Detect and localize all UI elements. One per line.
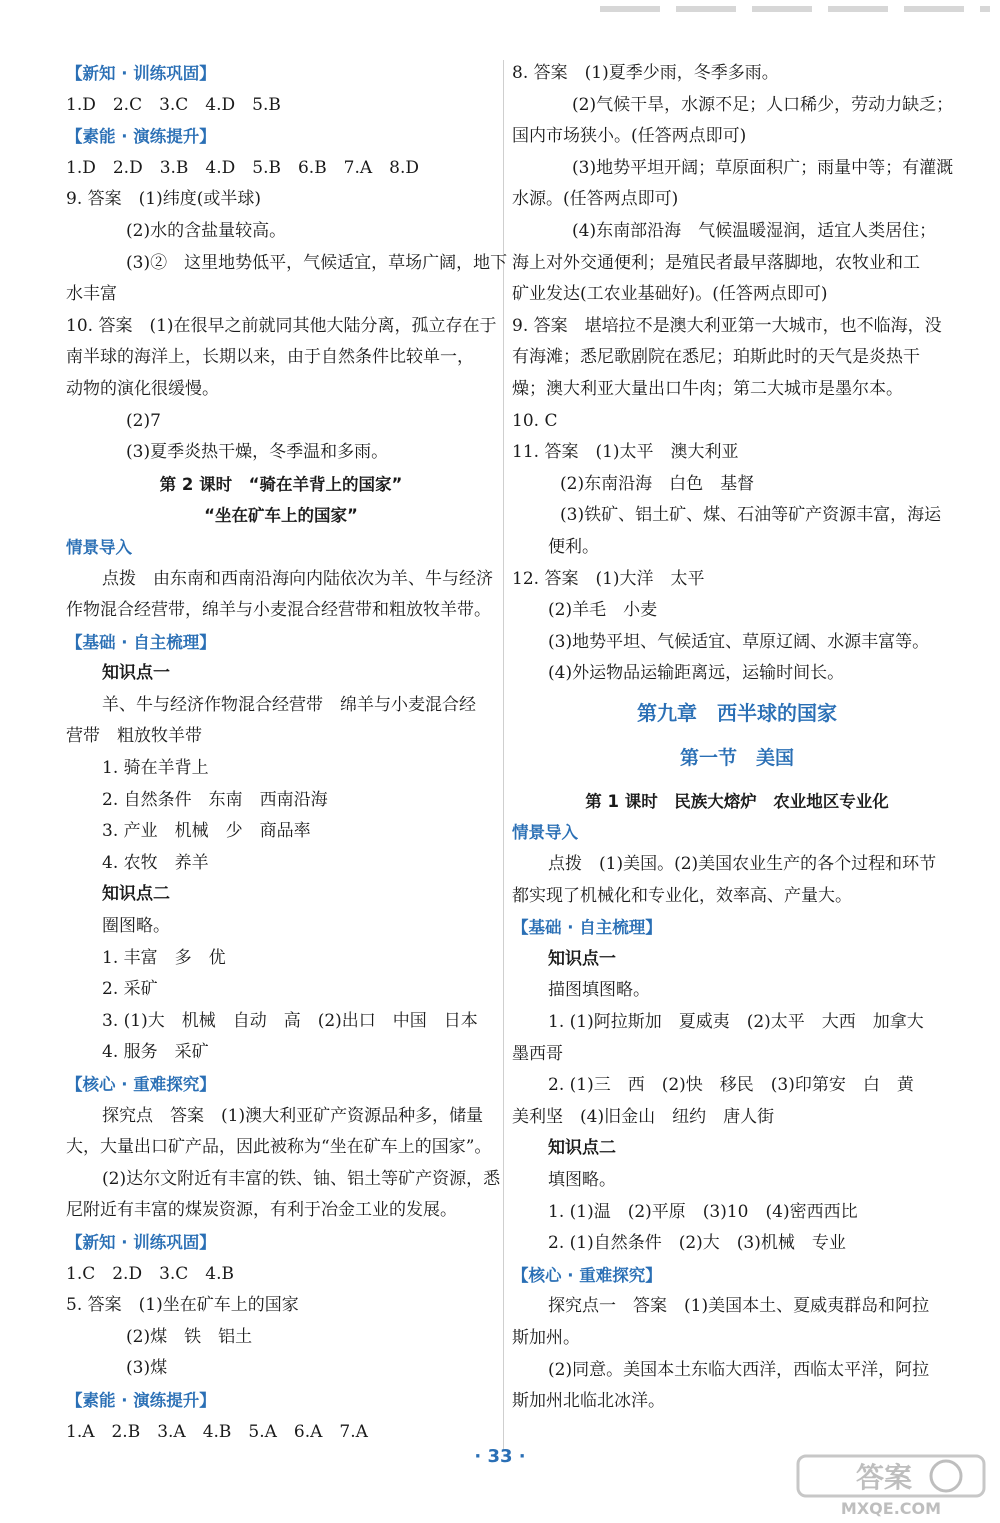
page-number: · 33 · — [474, 1446, 526, 1467]
text-line: 矿业发达(工农业基础好)。(任答两点即可) — [512, 284, 828, 305]
section-heading: 【核心 · 重难探究】 — [512, 1265, 662, 1285]
text-line: 动物的演化很缓慢。 — [66, 378, 219, 399]
text-line: 探究点 答案 (1)澳大利亚矿产资源品种多，储量 — [102, 1105, 484, 1126]
text-line: (3)夏季炎热干燥，冬季温和多雨。 — [126, 442, 389, 463]
text-line: 2. (1)三 西 (2)快 移民 (3)印第安 白 黄 — [548, 1075, 914, 1096]
text-line: (2)达尔文附近有丰富的铁、铀、铝土等矿产资源，悉 — [102, 1168, 501, 1189]
text-line: 4. 服务 采矿 — [102, 1042, 209, 1063]
text-line: 1.A 2.B 3.A 4.B 5.A 6.A 7.A — [66, 1421, 368, 1442]
text-line: 2. (1)自然条件 (2)大 (3)机械 专业 — [548, 1233, 846, 1254]
text-line: 3. (1)大 机械 自动 高 (2)出口 中国 日本 — [102, 1010, 478, 1031]
lesson-title: 第 2 课时 “骑在羊背上的国家” — [159, 474, 403, 494]
section-heading: 情景导入 — [512, 823, 578, 843]
text-line: (3)地势平坦开阔；草原面积广；雨量中等；有灌溉 — [572, 157, 954, 178]
text-line: (2)同意。美国本土东临大西洋，西临太平洋，阿拉 — [548, 1359, 930, 1380]
text-line: 5. 答案 (1)坐在矿车上的国家 — [66, 1295, 299, 1316]
text-line: 探究点一 答案 (1)美国本土、夏威夷群岛和阿拉 — [548, 1296, 930, 1317]
text-line: (2)气候干旱，水源不足；人口稀少，劳动力缺乏； — [572, 94, 954, 115]
text-line: 12. 答案 (1)大洋 太平 — [512, 568, 705, 589]
text-line: 1. 骑在羊背上 — [102, 758, 209, 779]
text-line: 都实现了机械化和专业化，效率高、产量大。 — [512, 885, 852, 906]
text-line: 10. 答案 (1)在很早之前就同其他大陆分离，孤立存在于 — [66, 315, 497, 336]
section-title: 第一节 美国 — [679, 746, 794, 769]
text-line: (3)地势平坦、气候适宜、草原辽阔、水源丰富等。 — [548, 631, 930, 652]
text-line: 海上对外交通便利；是殖民者最早落脚地，农牧业和工 — [512, 252, 920, 273]
text-line: 羊、牛与经济作物混合经营带 绵羊与小麦混合经 — [102, 694, 476, 715]
text-line: (2)羊毛 小麦 — [548, 600, 658, 621]
text-line: (2)水的含盐量较高。 — [126, 220, 287, 241]
text-line: 斯加州。 — [512, 1327, 580, 1348]
watermark-main: 答案 — [856, 1461, 913, 1494]
text-line: 8. 答案 (1)夏季少雨，冬季多雨。 — [512, 63, 779, 83]
chapter-title: 第九章 西半球的国家 — [637, 700, 837, 725]
section-heading: 情景导入 — [66, 537, 132, 557]
section-heading: 【新知 · 训练巩固】 — [66, 64, 216, 83]
text-line: 1. 丰富 多 优 — [102, 947, 226, 968]
lesson-title: “坐在矿车上的国家” — [204, 506, 358, 526]
text-line: 点拨 (1)美国。(2)美国农业生产的各个过程和环节 — [548, 854, 937, 875]
text-line: 墨西哥 — [512, 1043, 563, 1064]
watermark-sub: MXQE.COM — [840, 1499, 942, 1518]
text-line: 点拨 由东南和西南沿海向内陆依次为羊、牛与经济 — [102, 568, 493, 589]
answer-stamp-icon — [796, 1452, 986, 1518]
text-line: 营带 粗放牧羊带 — [66, 726, 202, 747]
text-line: 作物混合经营带，绵羊与小麦混合经营带和粗放牧羊带。 — [66, 600, 491, 621]
right-column — [512, 58, 962, 1418]
text-line: 4. 农牧 养羊 — [102, 852, 209, 873]
text-line: 美利坚 (4)旧金山 纽约 唐人街 — [512, 1106, 775, 1127]
text-line: 10. C — [512, 410, 558, 431]
text-line: 便利。 — [548, 536, 599, 557]
section-heading: 【新知 · 训练巩固】 — [66, 1232, 216, 1252]
section-heading: 【素能 · 演练提升】 — [66, 1390, 216, 1410]
text-line: 描图填图略。 — [548, 980, 650, 1001]
text-line: 斯加州北临北冰洋。 — [512, 1391, 665, 1412]
section-heading: 【基础 · 自主梳理】 — [66, 632, 216, 652]
section-heading: 【核心 · 重难探究】 — [66, 1075, 216, 1094]
text-line: 1.D 2.C 3.C 4.D 5.B — [66, 94, 281, 115]
text-line: 11. 答案 (1)太平 澳大利亚 — [512, 442, 739, 463]
text-line: 有海滩；悉尼歌剧院在悉尼；珀斯此时的天气是炎热干 — [512, 347, 920, 368]
text-line: (2)7 — [126, 410, 161, 431]
text-line: 圈图略。 — [102, 916, 170, 937]
text-line: 1. (1)阿拉斯加 夏威夷 (2)太平 大西 加拿大 — [548, 1012, 924, 1033]
text-line: (4)东南部沿海 气候温暖湿润，适宜人类居住； — [572, 220, 937, 241]
text-line: (4)外运物品运输距离远，运输时间长。 — [548, 663, 845, 684]
text-line: 水源。(任答两点即可) — [512, 189, 679, 210]
text-line: 2. 采矿 — [102, 979, 158, 1000]
text-line: (2)东南沿海 白色 基督 — [560, 473, 755, 494]
text-line: 大，大量出口矿产品，因此被称为“坐在矿车上的国家”。 — [66, 1137, 492, 1158]
text-line: 知识点一 — [548, 948, 616, 969]
text-line: 南半球的海洋上，长期以来，由于自然条件比较单一， — [66, 347, 474, 368]
section-heading: 【基础 · 自主梳理】 — [512, 918, 662, 938]
text-line: (2)煤 铁 铝土 — [126, 1326, 253, 1347]
text-line: 9. 答案 堪培拉不是澳大利亚第一大城市，也不临海，没 — [512, 315, 942, 336]
text-line: 知识点二 — [548, 1138, 616, 1159]
text-line: (3)② 这里地势低平，气候适宜，草场广阔，地下 — [126, 252, 508, 273]
text-line: 水丰富 — [66, 284, 117, 305]
text-line: 1. (1)温 (2)平原 (3)10 (4)密西西比 — [548, 1201, 858, 1222]
header-rule — [600, 6, 990, 12]
text-line: 知识点二 — [102, 884, 170, 905]
text-line: 知识点一 — [102, 663, 170, 684]
section-heading: 【素能 · 演练提升】 — [66, 127, 216, 147]
text-line: 尼附近有丰富的煤炭资源，有利于冶金工业的发展。 — [66, 1200, 457, 1221]
text-line: (3)煤 — [126, 1358, 168, 1379]
lesson-title: 第 1 课时 民族大熔炉 农业地区专业化 — [585, 791, 889, 811]
left-column — [66, 58, 508, 1448]
text-line: 2. 自然条件 东南 西南沿海 — [102, 789, 328, 810]
text-line: 燥；澳大利亚大量出口牛肉；第二大城市是墨尔本。 — [512, 378, 903, 399]
text-line: 国内市场狭小。(任答两点即可) — [512, 126, 747, 147]
text-line: 1.C 2.D 3.C 4.B — [66, 1263, 235, 1284]
text-line: 9. 答案 (1)纬度(或半球) — [66, 189, 261, 210]
text-line: 1.D 2.D 3.B 4.D 5.B 6.B 7.A 8.D — [66, 157, 420, 178]
text-line: 3. 产业 机械 少 商品率 — [102, 821, 311, 842]
watermark-logo — [796, 1452, 986, 1518]
text-line: 填图略。 — [548, 1170, 616, 1190]
text-line: (3)铁矿、铝土矿、煤、石油等矿产资源丰富，海运 — [560, 505, 942, 526]
